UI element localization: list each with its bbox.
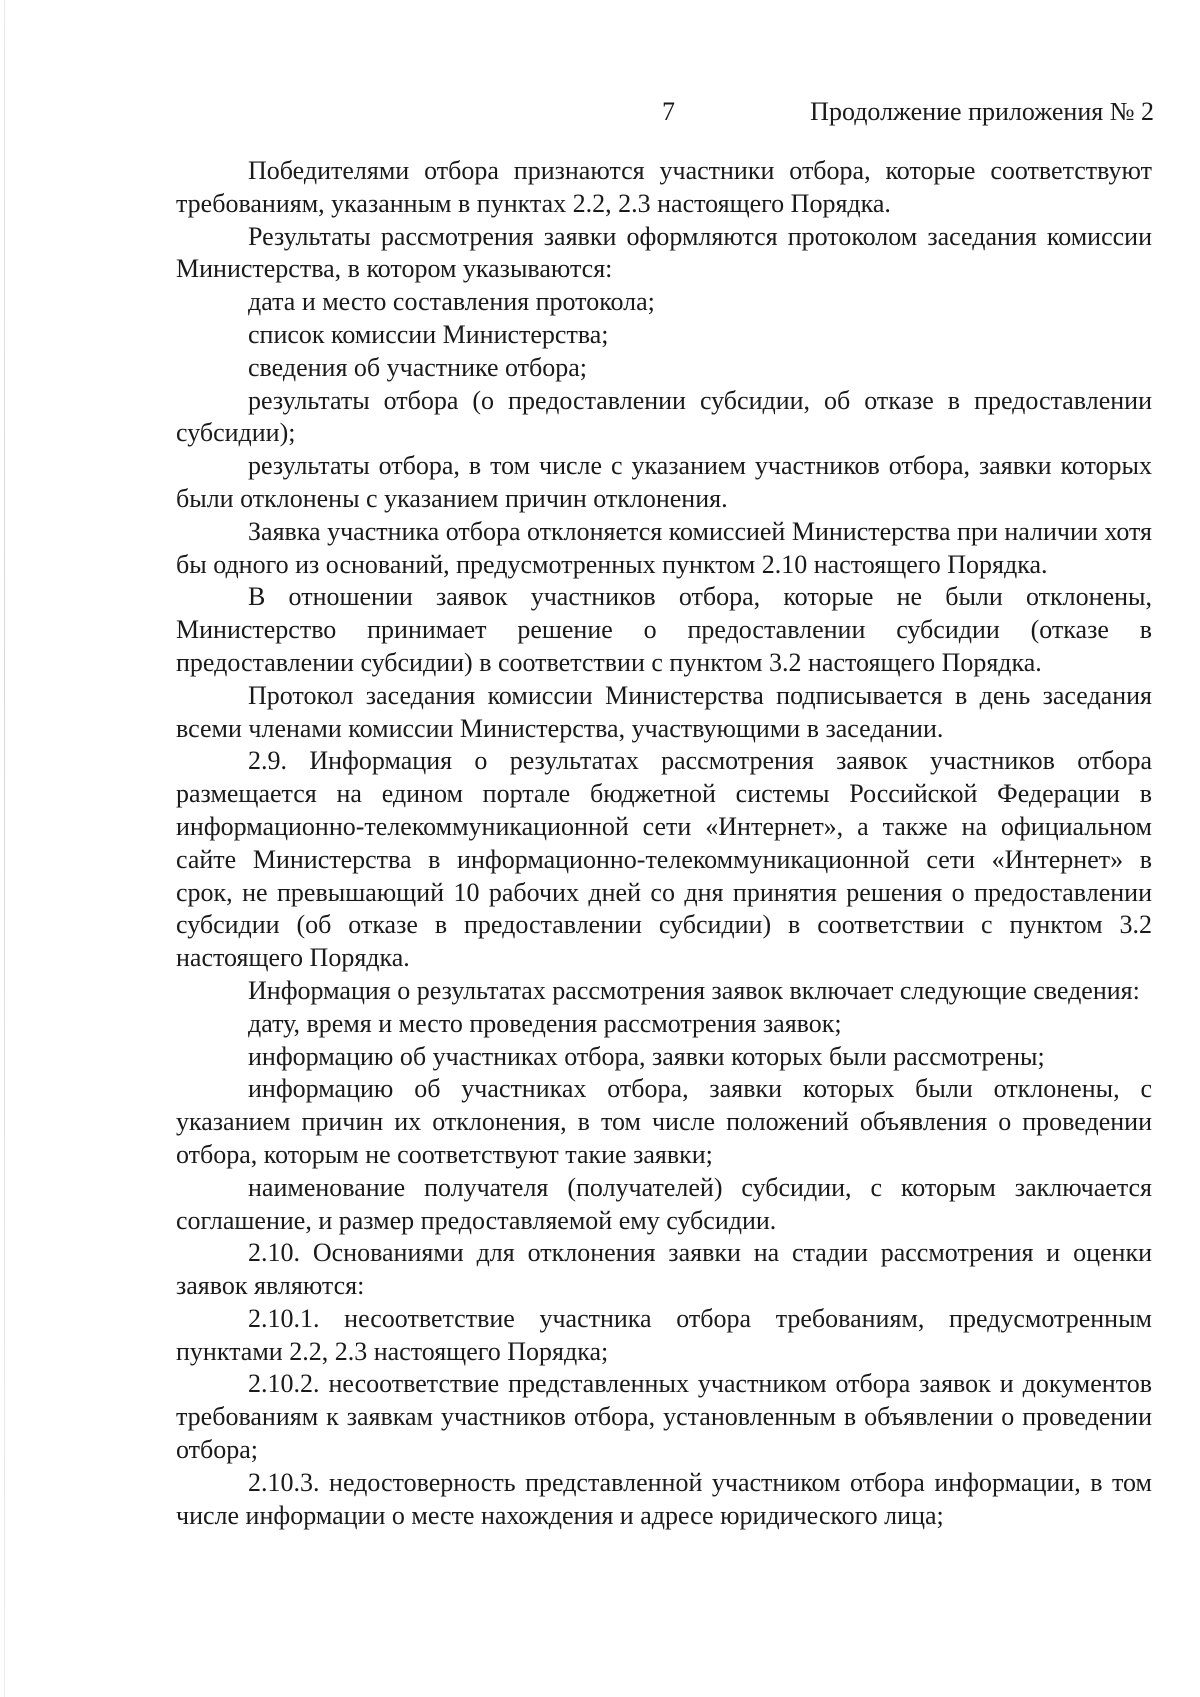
document-body xyxy=(176,155,1152,1532)
section-2-10-2: 2.10.2. несоответствие представленных участником отбора заявок и документов требованиям к заявкам участников отбора, установленным в объявлении о проведении отбора; xyxy=(176,1369,1152,1465)
page-number: 7 xyxy=(662,97,675,126)
paragraph-protocol-signing: Протокол заседания комиссии Министерства подписывается в день заседания всеми членами комиссии Министерства, участвующими в заседании. xyxy=(176,680,1152,743)
paragraph-decision: В отношении заявок участников отбора, которые не были отклонены, Министерство принимает решение о предоставлении субсидии (отказе в предоставлении субсидии) в соответствии с пунктом 3.2 настоящего Порядка. xyxy=(176,582,1152,677)
paragraph-winners: Победителями отбора признаются участники отбора, которые соответствуют требованиям, указанным в пунктах 2.2, 2.3 настоящего Порядка. xyxy=(176,156,1152,218)
page-header xyxy=(0,94,1200,130)
list-item-rejected-participants: информацию об участниках отбора, заявки которых были отклонены, с указанием причин их отклонения, в том числе положений объявления о проведении отбора, которым не соответствуют такие заявки; xyxy=(176,1074,1152,1169)
list-item-review-datetime: дату, время и место проведения рассмотрения заявок; xyxy=(248,1008,842,1038)
list-item-recipient-name: наименование получателя (получателей) субсидии, с которым заключается соглашение, и размер предоставляемой ему субсидии. xyxy=(176,1172,1152,1235)
section-2-10-3: 2.10.3. недостоверность представленной участником отбора информации, в том числе информации о месте нахождения и адресе юридического лица; xyxy=(176,1467,1152,1530)
list-item-reviewed-participants: информацию об участниках отбора, заявки которых были рассмотрены; xyxy=(248,1041,1045,1071)
section-2-10: 2.10. Основаниями для отклонения заявки на стадии рассмотрения и оценки заявок являются: xyxy=(176,1238,1152,1301)
paragraph-rejection: Заявка участника отбора отклоняется комиссией Министерства при наличии хотя бы одного из оснований, предусмотренных пунктом 2.10 настоящего Порядка. xyxy=(176,516,1152,579)
scan-edge xyxy=(4,0,5,1697)
list-item-participant-info: сведения об участнике отбора; xyxy=(248,352,588,382)
section-2-9: 2.9. Информация о результатах рассмотрения заявок участников отбора размещается на едином портале бюджетной системы Российской Федерации в информационно-телекоммуникационной сети «Интернет», а также на официальном сайте Министерства в информационно-телекоммуникационной сети «Интернет» в срок, не превышающий 10 рабочих дней со дня принятия решения о предоставлении субсидии (об отказе в предоставлении субсидии) в соответствии с пунктом 3.2 настоящего Порядка. xyxy=(176,746,1152,973)
section-2-10-1: 2.10.1. несоответствие участника отбора требованиям, предусмотренным пунктами 2.2, 2.3 настоящего Порядка; xyxy=(176,1303,1152,1366)
list-item-rejected-results: результаты отбора, в том числе с указанием участников отбора, заявки которых были отклонены с указанием причин отклонения. xyxy=(176,451,1152,513)
paragraph-info-contents: Информация о результатах рассмотрения заявок включает следующие сведения: xyxy=(248,975,1140,1005)
list-item-protocol-date: дата и место составления протокола; xyxy=(248,287,655,317)
list-item-selection-results: результаты отбора (о предоставлении субсидии, об отказе в предоставлении субсидии); xyxy=(176,385,1152,448)
list-item-commission: список комиссии Министерства; xyxy=(248,319,609,349)
appendix-continuation: Продолжение приложения № 2 xyxy=(810,97,1154,126)
paragraph-review-results: Результаты рассмотрения заявки оформляются протоколом заседания комиссии Министерства, в котором указываются: xyxy=(176,221,1152,284)
